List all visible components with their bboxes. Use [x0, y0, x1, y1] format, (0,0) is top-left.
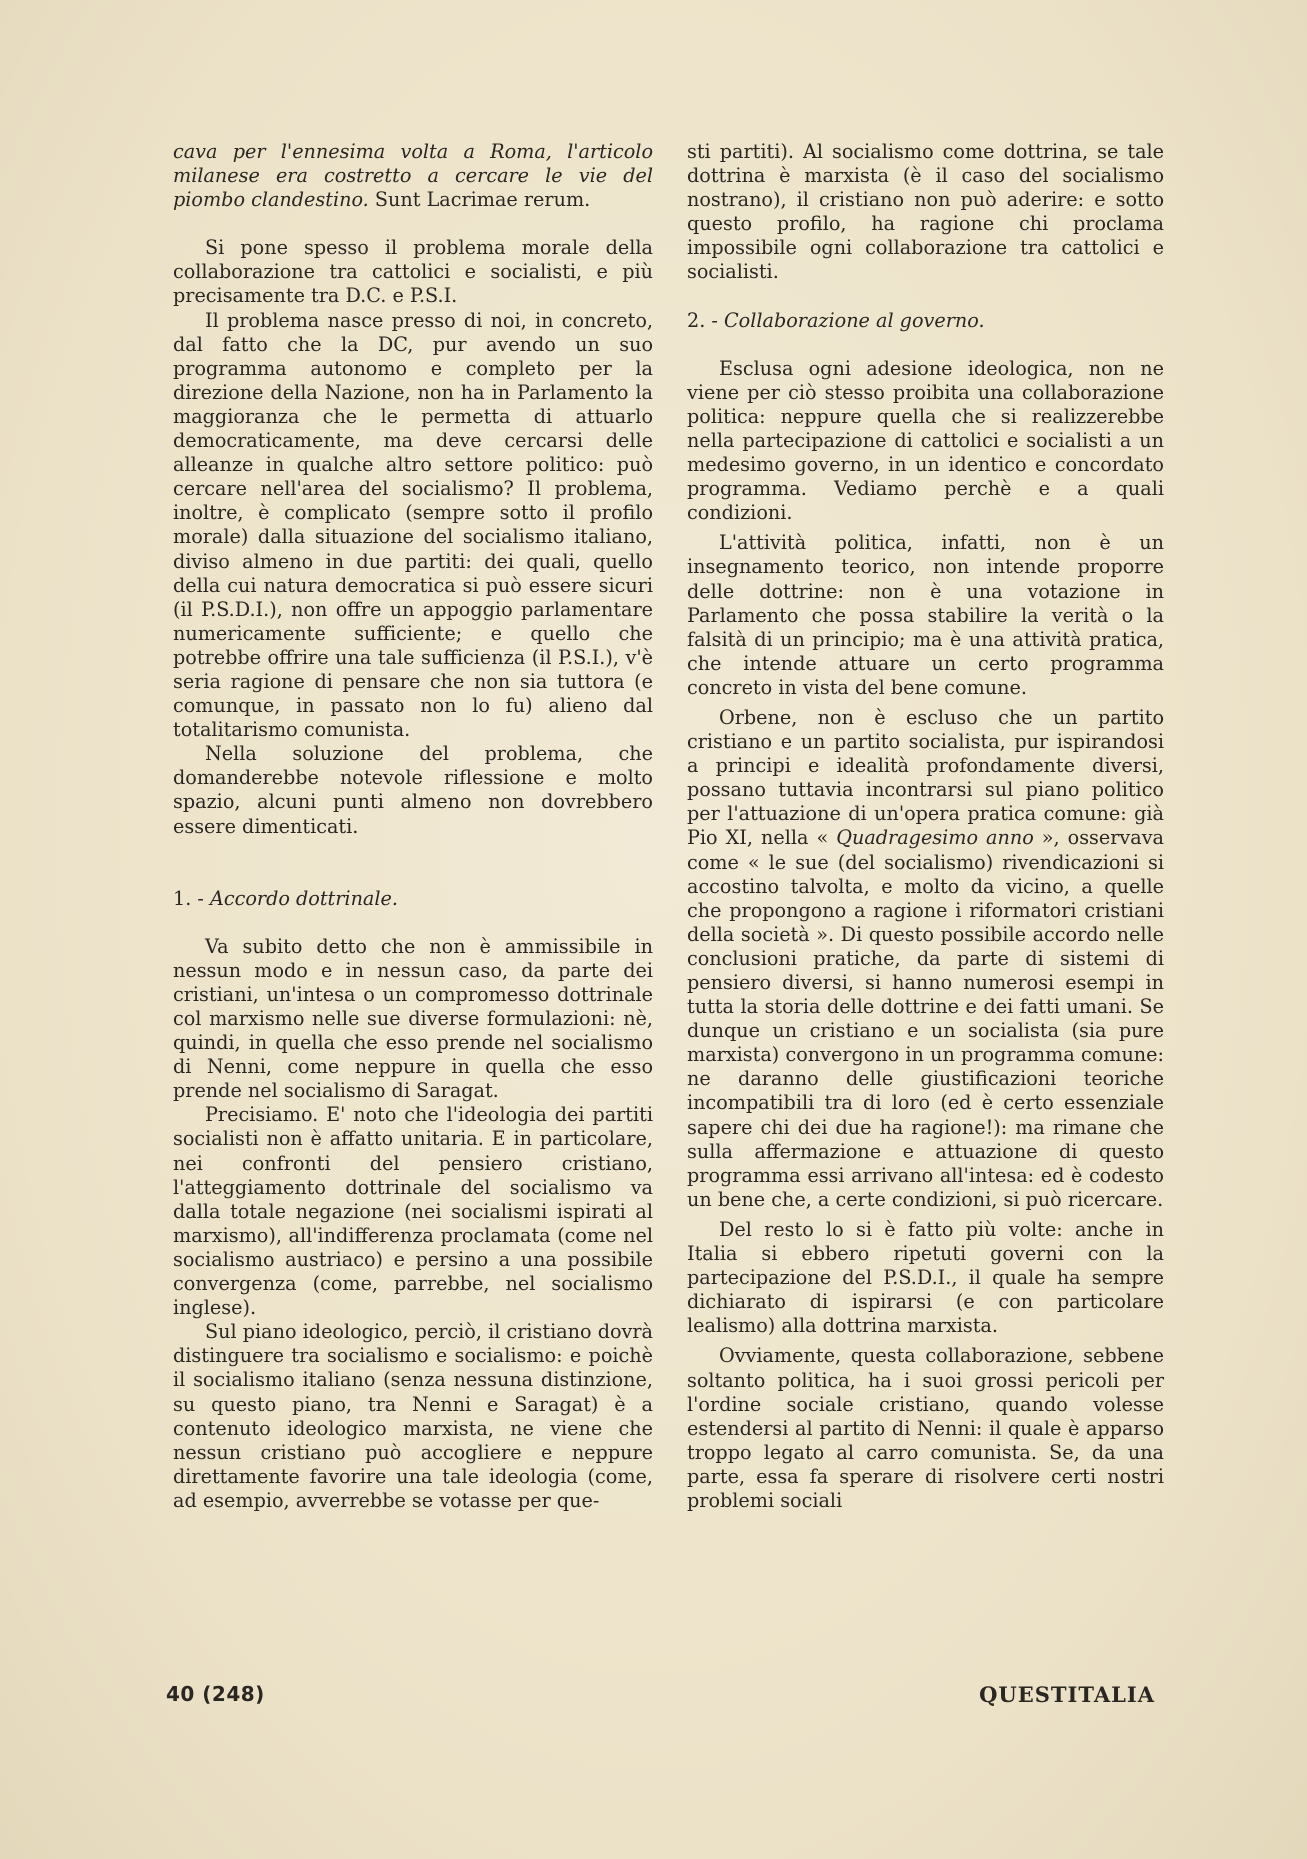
- right-paragraph-3: [687, 706, 1164, 1212]
- page-number: 40 (248): [166, 1682, 265, 1706]
- right-opening-paragraph: sti partiti). Al socialismo come dottrina, se tale dottrina è marxista (è il caso del socialismo nostrano), il cristiano non può aderire: e sotto questo profilo, ha ragione chi proclama impossibile ogni collaborazione tra cattolici e socialisti.: [687, 140, 1164, 284]
- section-2-number: 2. -: [687, 308, 724, 332]
- right-paragraph-5: Ovviamente, questa collaborazione, sebbene soltanto politica, ha i suoi grossi pericoli per l'ordine sociale cristiano, quando volesse estendersi al partito di Nenni: il quale è apparso troppo legato al carro comunista. Se, da una parte, essa fa sperare di risolvere certi nostri problemi sociali: [687, 1344, 1164, 1512]
- section-2-heading: [687, 309, 1164, 333]
- left-paragraph-1: Si pone spesso il problema morale della collaborazione tra cattolici e socialisti, e più precisamente tra D.C. e P.S.I.: [173, 236, 653, 308]
- section-1-title: Accordo dottrinale.: [210, 886, 398, 910]
- right-paragraph-1: Esclusa ogni adesione ideologica, non ne viene per ciò stesso proibita una collaborazione politica: neppure quella che si realizzerebbe nella partecipazione di cattolici e socialisti a un medesimo governo, in un identico e concordato programma. Vediamo perchè e a quali condizioni.: [687, 356, 1164, 525]
- section-1-number: 1. -: [173, 886, 210, 910]
- left-paragraph-6: Sul piano ideologico, perciò, il cristiano dovrà distinguere tra socialismo e socialismo: e poichè il socialismo italiano (senza nessuna distinzione, su questo piano, tra Nenni e Saragat) è a contenuto ideologico marxista, ne viene che nessun cristiano può accogliere e neppure direttamente favorire una tale ideologia (come, ad esempio, avverrebbe se votasse per que-: [173, 1320, 653, 1512]
- left-column: [173, 140, 653, 1513]
- right-paragraph-4: Del resto lo si è fatto più volte: anche in Italia si ebbero ripetuti governi con la partecipazione del P.S.D.I., il quale ha sempre dichiarato di ispirarsi (e con particolare lealismo) alla dottrina marxista.: [687, 1217, 1164, 1338]
- encyclical-title: Quadragesimo anno: [836, 826, 1034, 850]
- left-paragraph-4: Va subito detto che non è ammissibile in nessun modo e in nessun caso, da parte dei cristiani, un'intesa o un compromesso dottrinale col marxismo nelle sue diverse formulazioni: nè, quindi, in quella che esso prende nel socialismo di Nenni, come neppure in quella che esso prende nel socialismo di Saragat.: [173, 934, 653, 1103]
- left-paragraph-3: Nella soluzione del problema, che domanderebbe notevole riflessione e molto spazio, alcuni punti almeno non dovrebbero essere dimenticati.: [173, 742, 653, 838]
- magazine-name: QUESTITALIA: [979, 1682, 1155, 1707]
- right-column: [687, 140, 1164, 1513]
- section-1-heading: [173, 887, 653, 911]
- left-paragraph-2: Il problema nasce presso di noi, in concreto, dal fatto che la DC, pur avendo un suo programma autonomo e completo per la direzione della Nazione, non ha in Parlamento la maggioranza che le permetta di attuarlo democraticamente, ma deve cercarsi delle alleanze in qualche altro settore politico: può cercare nell'area del socialismo? Il problema, inoltre, è complicato (sempre sotto il profilo morale) dalla situazione del socialismo italiano, diviso almeno in due partiti: dei quali, quello della cui natura democratica si può essere sicuri (il P.S.D.I.), non offre un appoggio parlamentare numericamente sufficiente; e quello che potrebbe offrire una tale sufficienza (il P.S.I.), v'è seria ragione di pensare che non sia tuttora (e comunque, in passato non lo fu) alieno dal totalitarismo comunista.: [173, 308, 653, 742]
- left-opening-tail: Sunt Lacrimae rerum.: [368, 188, 591, 212]
- left-opening-paragraph: [173, 140, 653, 212]
- left-paragraph-5: Precisiamo. E' noto che l'ideologia dei partiti socialisti non è affatto unitaria. E in particolare, nei confronti del pensiero cristiano, l'atteggiamento dottrinale del socialismo va dalla totale negazione (nei socialismi ispirati al marxismo), all'indifferenza proclamata (come nel socialismo austriaco) e persino a una possibile convergenza (come, parrebbe, nel socialismo inglese).: [173, 1103, 653, 1320]
- left-opening-italic: cava per l'ennesima volta a Roma, l'articolo milanese era costretto a cercare le vie del piombo clandestino.: [173, 140, 653, 212]
- right-paragraph-2: L'attività politica, infatti, non è un insegnamento teorico, non intende proporre delle dottrine: non è una votazione in Parlamento che possa stabilire la verità o la falsità di un principio; ma è una attività pratica, che intende attuare un certo programma concreto in vista del bene comune.: [687, 531, 1164, 699]
- right-paragraph-3-part-b: », osservava come « le sue (del socialismo) rivendicazioni si accostino talvolta, e molto da vicino, a quelle che propongono a ragione i riformatori cristiani della società ». Di questo possibile accordo nelle conclusioni pratiche, da parte di sistemi di pensiero diversi, si hanno numerosi esempi in tutta la storia delle dottrine e dei fatti umani. Se dunque un cristiano e un socialista (sia pure marxista) convergono in un programma comune: ne daranno delle giustificazioni teoriche incompatibili tra di loro (ed è certo essenziale sapere chi dei due ha ragione!): ma rimane che sulla affermazione e attuazione di questo programma essi arrivano all'intesa: ed è codesto un bene che, a certe condizioni, si può ricercare.: [687, 826, 1164, 1211]
- section-2-title: Collaborazione al governo.: [724, 308, 985, 332]
- right-paragraph-3-part-a: Orbene, non è escluso che un partito cristiano e un partito socialista, pur ispirandosi a principi e idealità profondamente diversi, possano tuttavia incontrarsi sul piano politico per l'attuazione di un'opera pratica comune: già Pio XI, nella «: [687, 705, 1164, 850]
